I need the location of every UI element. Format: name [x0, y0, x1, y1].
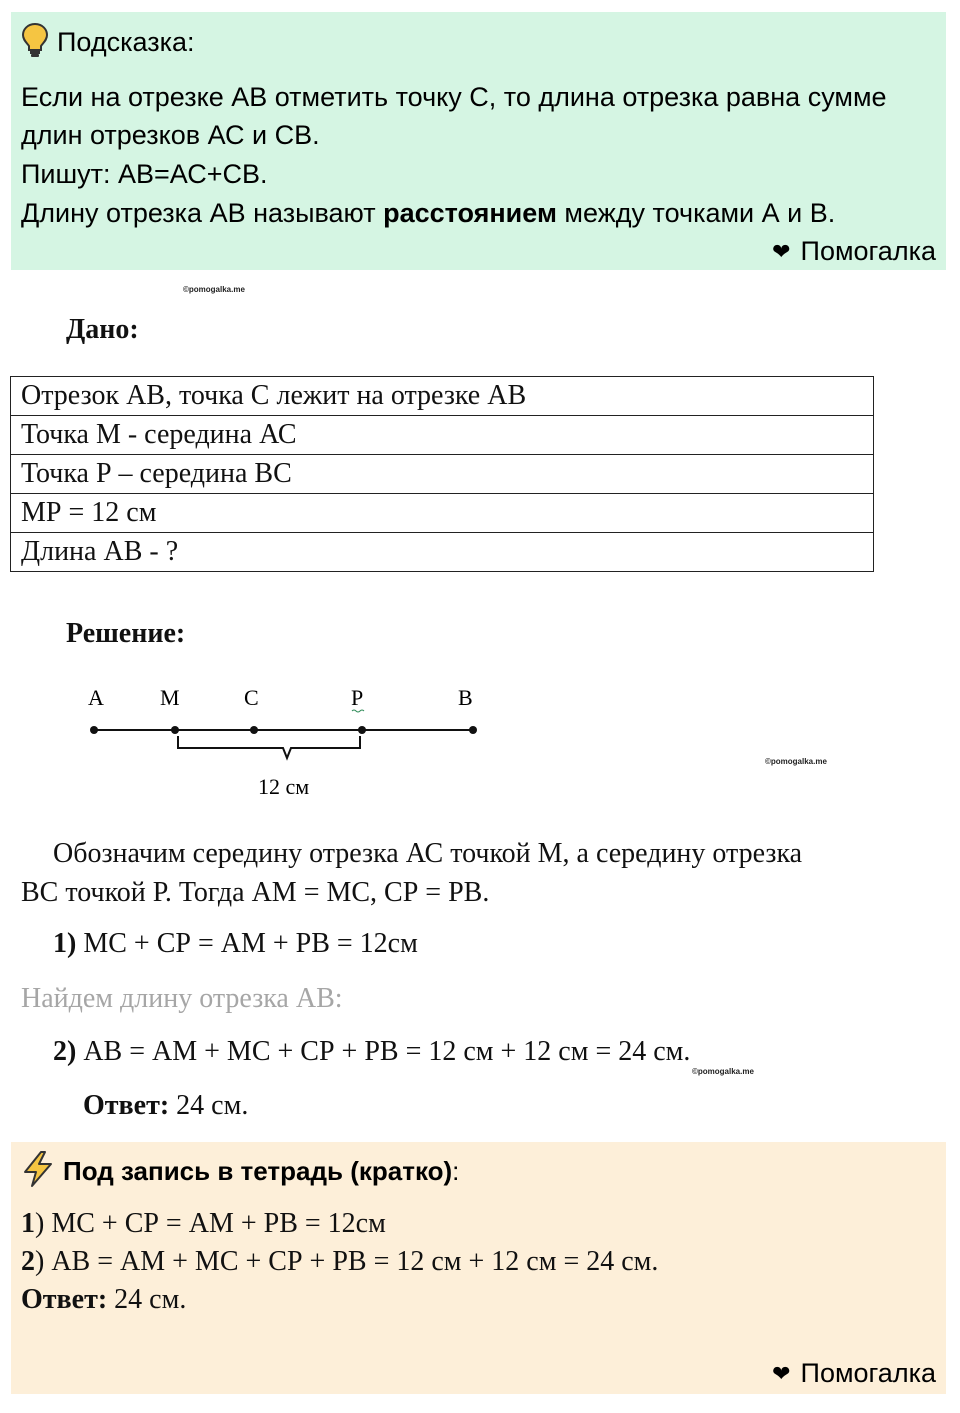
hint-title: Подсказка: — [57, 27, 195, 57]
summary-brand-text: Помогалка — [800, 1358, 936, 1388]
solution-heading: Решение: — [66, 618, 186, 649]
hint-line-4-post: между точками А и В. — [556, 198, 836, 228]
summary-step-2 — [21, 1246, 658, 1278]
summary-answer-label: Ответ: — [21, 1284, 108, 1315]
hint-brand — [772, 236, 936, 267]
hint-line-2: длин отрезков АС и СВ. — [21, 120, 320, 150]
lightbulb-icon — [21, 22, 49, 63]
answer-label: Ответ: — [83, 1090, 170, 1121]
given-row-1: Отрезок АВ, точка С лежит на отрезке АВ — [11, 377, 874, 416]
summary-step-2-number: 2 — [21, 1246, 35, 1277]
summary-step-2-text: ) АВ = АМ + МС + СР + РВ = 12 см + 12 см = 24 см. — [35, 1246, 659, 1277]
answer-value: 24 см. — [169, 1090, 249, 1121]
step-2-number: 2) — [53, 1036, 77, 1067]
point-b-dot — [469, 726, 477, 734]
summary-box — [11, 1142, 946, 1394]
hint-line-1: Если на отрезке АВ отметить точку С, то длина отрезка равна сумме — [21, 82, 887, 112]
table-row — [11, 494, 874, 533]
lightning-icon — [21, 1150, 55, 1193]
solution-step-1 — [53, 928, 418, 960]
step-1-number: 1) — [53, 928, 77, 959]
table-row — [11, 416, 874, 455]
step-1-text: МС + СР = АМ + РВ = 12см — [76, 928, 418, 959]
summary-answer — [21, 1284, 186, 1316]
given-heading: Дано: — [66, 314, 139, 345]
summary-answer-value: 24 см. — [107, 1284, 187, 1315]
step-2-text: АВ = АМ + МС + СР + РВ = 12 см + 12 см = 24 см. — [76, 1036, 691, 1067]
given-row-4: МР = 12 см — [11, 494, 874, 533]
summary-step-1 — [21, 1208, 386, 1240]
find-length-text: Найдем длину отрезка АВ: — [21, 983, 343, 1014]
point-c-dot — [250, 726, 258, 734]
hint-header — [21, 22, 195, 63]
point-m-label: M — [160, 685, 180, 710]
table-row — [11, 377, 874, 416]
hint-box — [11, 12, 946, 270]
given-row-5: Длина АВ - ? — [11, 533, 874, 572]
solution-step-2 — [53, 1036, 690, 1068]
point-p-label: P — [351, 685, 364, 710]
hint-term: расстоянием — [383, 198, 557, 228]
summary-title — [63, 1156, 459, 1187]
spellcheck-squiggle — [352, 710, 364, 712]
hint-brand-text: Помогалка — [800, 236, 936, 266]
table-row — [11, 455, 874, 494]
brace-mp — [178, 736, 360, 758]
point-c-label: C — [244, 685, 259, 710]
summary-title-text: Под запись в тетрадь (кратко) — [63, 1156, 453, 1186]
point-a-label: A — [88, 685, 104, 710]
given-row-3: Точка Р – середина ВС — [11, 455, 874, 494]
brace-label: 12 см — [258, 774, 310, 799]
solution-answer — [83, 1090, 248, 1122]
summary-step-1-text: ) МС + СР = АМ + РВ = 12см — [35, 1208, 386, 1239]
watermark: ©pomogalka.me — [183, 285, 245, 294]
heart-icon: ❤ — [772, 1360, 791, 1386]
hint-line-4-pre: Длину отрезка АВ называют — [21, 198, 384, 228]
hint-line-4 — [21, 198, 835, 229]
summary-header — [21, 1150, 459, 1193]
hint-line-3: Пишут: АВ=АС+СВ. — [21, 159, 268, 189]
summary-brand — [772, 1358, 936, 1389]
segment-diagram — [0, 670, 520, 810]
watermark: ©pomogalka.me — [692, 1067, 754, 1076]
heart-icon: ❤ — [772, 238, 791, 264]
solution-paragraph-line-2: ВС точкой Р. Тогда АМ = МС, СР = РВ. — [21, 877, 490, 908]
point-m-dot — [171, 726, 179, 734]
point-p-dot — [358, 726, 366, 734]
given-table — [10, 376, 874, 572]
point-b-label: B — [458, 685, 473, 710]
table-row — [11, 533, 874, 572]
solution-paragraph-line-1: Обозначим середину отрезка АС точкой М, а середину отрезка — [53, 838, 803, 869]
summary-step-1-number: 1 — [21, 1208, 35, 1239]
point-a-dot — [90, 726, 98, 734]
watermark: ©pomogalka.me — [765, 757, 827, 766]
summary-title-colon: : — [452, 1156, 460, 1186]
given-row-2: Точка М - середина АС — [11, 416, 874, 455]
